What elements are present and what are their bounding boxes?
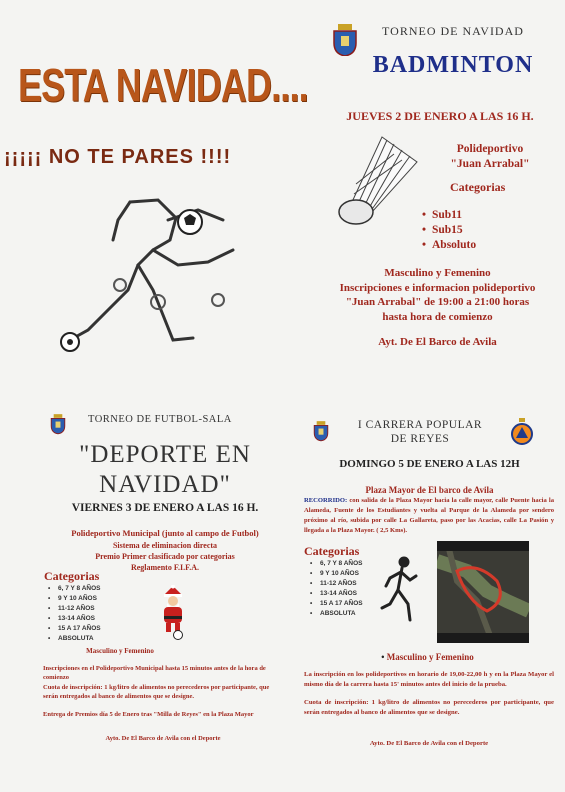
santa-footballer-illustration: [156, 585, 190, 640]
category-item: • Sub15: [422, 223, 476, 238]
badminton-info: [310, 266, 565, 324]
futbol-title: [40, 440, 290, 500]
category-item: • Absoluto: [422, 238, 476, 253]
badminton-date: JUEVES 2 DE ENERO A LAS 16 H.: [346, 109, 534, 123]
badminton-footer: Ayt. De El Barco de Avila: [378, 336, 497, 348]
headline: ESTA NAVIDAD....: [18, 59, 308, 111]
futbol-premios: Entrega de Premios día 5 de Enero tras "Milla de Reyes" en la Plaza Mayor: [43, 711, 254, 718]
category-item: • 15 A 17 AÑOS: [310, 599, 363, 609]
carrera-categories: [310, 559, 363, 619]
badminton-torneo: TORNEO DE NAVIDAD: [382, 24, 524, 38]
coat-of-arms-icon: [332, 24, 358, 56]
category-item: • ABSOLUTA: [310, 609, 363, 619]
badminton-categories-title: Categorias: [450, 180, 506, 194]
recorrido-text: con salida de la Plaza Mayor hacia la calle mayor, calle Puente hacia la Alameda, Fuente de los Estudiantes y vuelta al Parque de la Alameda por sendero próximo al río, subida por calle La Gallareta, paso por las Acacias, calle La Pasión y llegada a la Plaza Mayor. ( 2,5 Kms).: [304, 497, 554, 534]
carrera-categories-title: Categorias: [304, 544, 360, 558]
subheadline: ¡¡¡¡¡ NO TE PARES !!!!: [4, 146, 232, 168]
badminton-info-line: Masculino y Femenino: [384, 267, 491, 279]
carrera-title: [335, 418, 505, 446]
badminton-title: BADMINTON: [372, 52, 534, 78]
category-item: • Sub11: [422, 208, 476, 223]
carrera-title-line2: DE REYES: [390, 433, 450, 445]
carrera-footer: Ayto. De El Barco de Avila con el Deporte: [369, 740, 489, 747]
runner-illustration: [380, 556, 420, 626]
futbol-title-line2: NAVIDAD": [99, 471, 231, 498]
category-item: • 6, 7 Y 8 AÑOS: [48, 584, 101, 594]
futbol-venue: Polideportivo Municipal (junto al campo de Futbol): [71, 528, 259, 538]
carrera-gender: [300, 652, 555, 662]
badminton-venue-line1: Polideportivo: [456, 143, 524, 155]
carrera-recorrido: [304, 496, 554, 536]
badminton-venue: [420, 142, 560, 172]
carrera-location: Plaza Mayor de El barco de Avila: [365, 485, 494, 495]
futbol-detail: Premio Primer clasificado por categorias: [95, 552, 235, 561]
category-item: • 9 Y 10 AÑOS: [310, 569, 363, 579]
carrera-cuota: Cuota de inscripción: 1 kg/litro de alimentos no perecederos por participante, que serán entregados al banco de alimentos que se designe.: [304, 699, 554, 716]
carrera-date: DOMINGO 5 DE ENERO A LAS 12H: [339, 458, 520, 470]
category-item: • 13-14 AÑOS: [310, 589, 363, 599]
bullet-icon: •: [381, 652, 387, 662]
futbol-gender: Masculino y Femenino: [86, 647, 154, 655]
category-item: • ABSOLUTA: [48, 634, 101, 644]
category-item: • 6, 7 Y 8 AÑOS: [310, 559, 363, 569]
futbol-date: VIERNES 3 DE ENERO A LAS 16 H.: [71, 502, 259, 514]
coat-of-arms-icon: [313, 418, 329, 444]
futbol-detail: Sistema de eliminacion directa: [112, 541, 218, 550]
badminton-categories: [422, 208, 476, 253]
category-item: • 9 Y 10 AÑOS: [48, 594, 101, 604]
badminton-venue-line2: "Juan Arrabal": [450, 158, 530, 170]
badminton-info-line: Inscripciones e informacion polideportivo: [339, 281, 536, 294]
futbol-categories: [48, 584, 101, 644]
futbol-title-line1: "DEPORTE EN: [79, 441, 251, 468]
recorrido-label: RECORRIDO:: [304, 497, 348, 504]
category-item: • 11-12 AÑOS: [48, 604, 101, 614]
carrera-inscripcion: La inscripción en los polideportivos en horario de 19,00-22,00 h y en la Plaza Mayor el mismo día de la carrera hasta 15' minutos antes del inicio de la prueba.: [304, 671, 554, 688]
futbol-categories-title: Categorias: [44, 569, 100, 583]
civil-protection-emblem-icon: [510, 418, 534, 446]
badminton-info-line: hasta hora de comienzo: [382, 310, 493, 323]
category-item: • 15 A 17 AÑOS: [48, 624, 101, 634]
shuttlecock-illustration: [332, 132, 422, 227]
futbol-footer: Ayto. De El Barco de Avila con el Deporte: [105, 735, 221, 742]
carrera-gender-text: Masculino y Femenino: [386, 652, 474, 662]
futbol-inscripciones: Inscripciones en el Polideportivo Municipal hasta 15 minutos antes de la hora de comienzo: [43, 665, 266, 681]
soccer-player-illustration: [58, 190, 248, 360]
futbol-detail: Reglamento F.I.F.A.: [130, 563, 200, 572]
futbol-cuota: Cuota de inscripción: 1 kg/litro de alimentos no perecederos por participante, que serán entregados al banco de alimentos que se designe.: [43, 684, 270, 700]
category-item: • 11-12 AÑOS: [310, 579, 363, 589]
carrera-title-line1: I CARRERA POPULAR: [357, 419, 483, 431]
route-map-image: [437, 541, 529, 643]
coat-of-arms-icon: [50, 410, 66, 438]
category-item: • 13-14 AÑOS: [48, 614, 101, 624]
badminton-info-line: "Juan Arrabal" de 19:00 a 21:00 horas: [345, 296, 530, 308]
futbol-torneo: TORNEO DE FUTBOL-SALA: [88, 414, 232, 425]
